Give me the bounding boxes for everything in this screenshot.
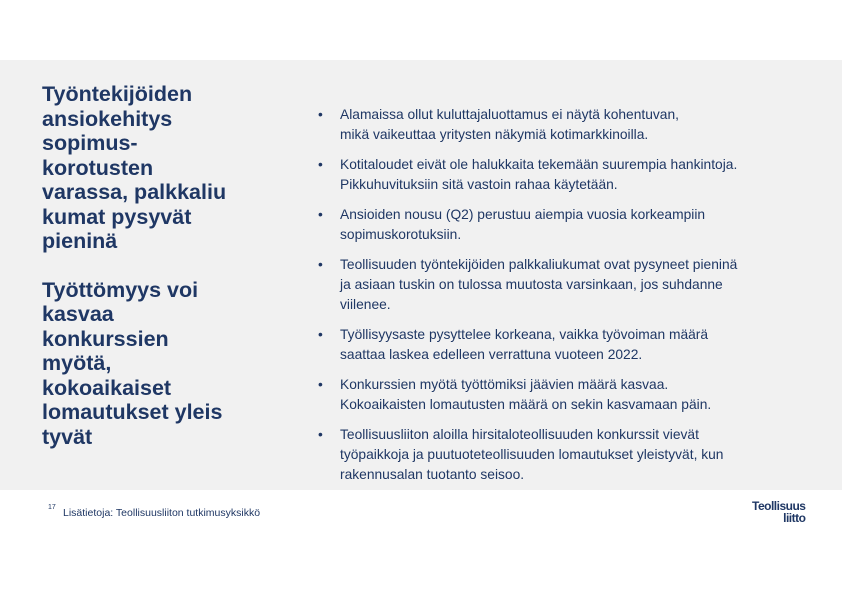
bullet-item: • Teollisuusliiton aloilla hirsitaloteollisuuden konkurssit vievät työpaikkoja ja puutuoteteollisuuden lomautukset yleistyvät, kun rakennusalan tuotanto seisoo. <box>318 425 830 485</box>
bullet-item: • Konkurssien myötä työttömiksi jäävien määrä kasvaa. Kokoaikaisten lomautusten määrä on sekin kasvamaan päin. <box>318 375 830 415</box>
bullet-item: • Alamaissa ollut kuluttajaluottamus ei näytä kohentuvan, mikä vaikeuttaa yritysten näkymiä kotimarkkinoilla. <box>318 105 830 145</box>
bullet-item: • Kotitaloudet eivät ole halukkaita tekemään suurempia hankintoja. Pikkuhuvituksiin sitä vastoin rahaa käytetään. <box>318 155 830 195</box>
bullet-item: • Teollisuuden työntekijöiden palkkaliukumat ovat pysyneet pieninä ja asiaan tuskin on tulossa muutosta varsinkaan, jos suhdanne viilenee. <box>318 255 830 315</box>
source-note: Lisätietoja: Teollisuusliiton tutkimusyksikkö <box>63 507 261 519</box>
page-number: 17 <box>48 504 56 511</box>
teollisuusliitto-logo <box>752 500 805 524</box>
bullet-item: • Työllisyysaste pysyttelee korkeana, vaikka työvoiman määrä saattaa laskea edelleen verrattuna vuoteen 2022. <box>318 325 830 365</box>
bullet-list <box>318 105 830 495</box>
headline-block-1: Työntekijöiden ansiokehitys sopimus- korotusten varassa, palkkaliu kumat pysyvät pieninä <box>42 82 227 253</box>
headline-block-2: Työttömyys voi kasvaa konkurssien myötä, kokoaikaiset lomautukset yleis tyvät <box>42 277 223 449</box>
headline <box>42 82 282 449</box>
bullet-item: • Ansioiden nousu (Q2) perustuu aiempia vuosia korkeampiin sopimuskorotuksiin. <box>318 205 830 245</box>
logo-line-2: liitto <box>783 511 806 525</box>
logo-line-1: Teollisuus <box>752 499 806 513</box>
